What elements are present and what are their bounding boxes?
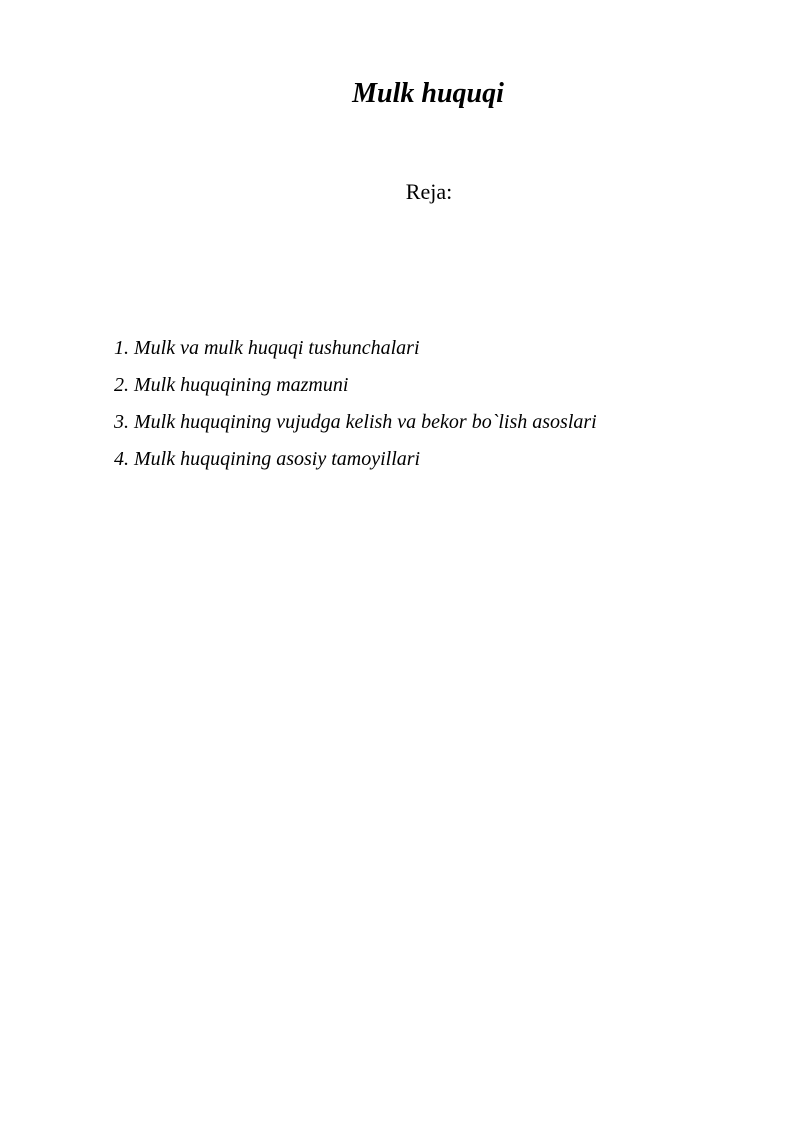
plan-item-1: 1. Mulk va mulk huquqi tushunchalari [114,337,420,359]
plan-item-2: 2. Mulk huquqining mazmuni [114,374,349,396]
plan-list [114,334,754,482]
plan-heading: Reja: [405,179,453,204]
document-title: Mulk huquqi [352,78,504,109]
plan-item-3: 3. Mulk huquqining vujudga kelish va bekor bo`lish asoslari [114,411,597,433]
plan-item-4: 4. Mulk huquqining asosiy tamoyillari [114,448,421,470]
